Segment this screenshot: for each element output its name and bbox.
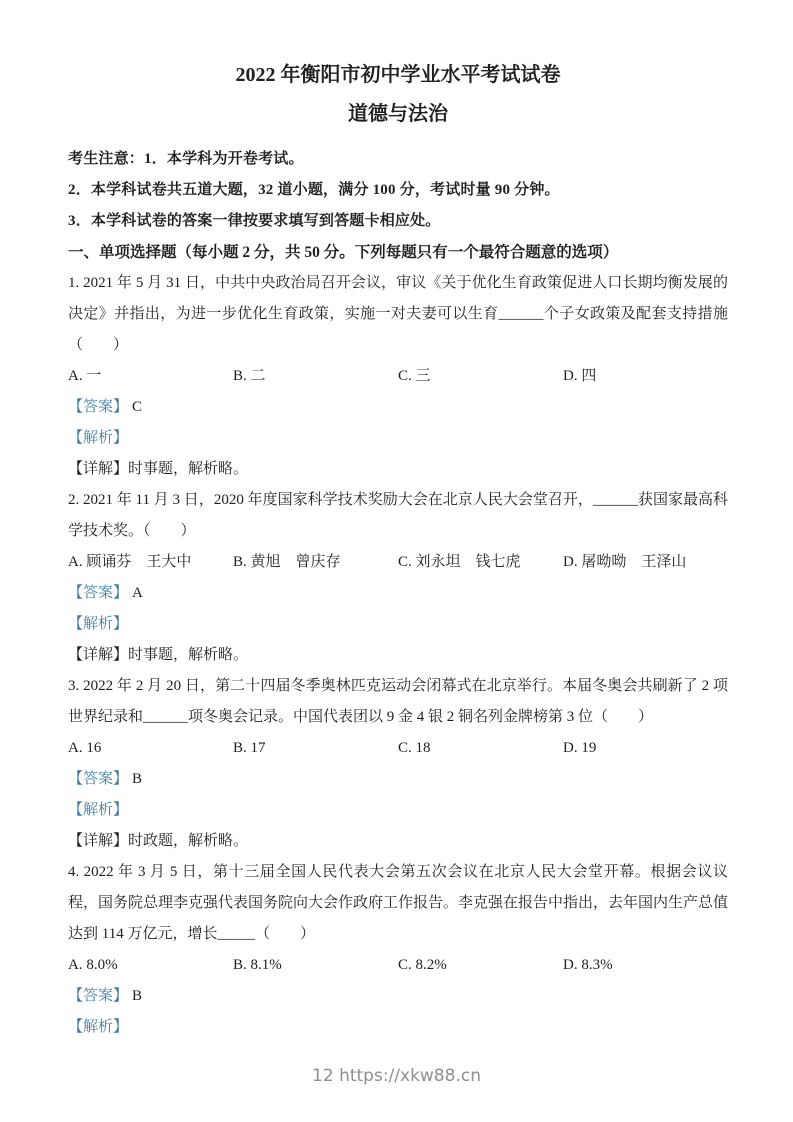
option-b: B. 黄旭 曾庆存 xyxy=(233,554,341,570)
option-a: A. 顾诵芬 王大中 xyxy=(68,554,192,570)
answer-value: A xyxy=(132,585,143,601)
option-d: D. 屠呦呦 王泽山 xyxy=(563,554,687,570)
answer-line xyxy=(68,578,728,609)
answer-label: 【答案】 xyxy=(68,585,129,601)
options-row xyxy=(68,950,728,981)
page-title: 2022 年衡阳市初中学业水平考试试卷 xyxy=(235,64,561,86)
analysis-label: 【解析】 xyxy=(68,430,129,446)
question-text: 1. 2021 年 5 月 31 日，中共中央政治局召开会议，审议《关于优化生育政策促进人口长期均衡发展的决定》并指出，为进一步优化生育政策，实施一对夫妻可以生育______个子女政策及配套支持措施（ ） xyxy=(68,275,728,353)
notice-line-1: 考生注意：1．本学科为开卷考试。 xyxy=(68,151,304,167)
answer-value: C xyxy=(132,399,143,415)
question-text: 4. 2022 年 3 月 5 日，第十三届全国人民代表大会第五次会议在北京人民大会堂开幕。根据会议议程，国务院总理李克强代表国务院向大会作政府工作报告。李克强在报告中指出，去年国内生产总值达到 114 万亿元，增长_____（ ） xyxy=(68,864,729,942)
option-c: C. 刘永坦 钱七虎 xyxy=(398,554,521,570)
analysis-label: 【解析】 xyxy=(68,616,129,632)
section-heading: 一、单项选择题（每小题 2 分，共 50 分。下列每题只有一个最符合题意的选项） xyxy=(68,244,619,261)
answer-line xyxy=(68,392,728,423)
option-c: C. 18 xyxy=(398,740,431,756)
answer-line xyxy=(68,764,728,795)
notice-line-2: 2．本学科试卷共五道大题，32 道小题，满分 100 分，考试时量 90 分钟。 xyxy=(68,182,560,198)
option-b: B. 17 xyxy=(233,740,266,756)
answer-label: 【答案】 xyxy=(68,771,129,787)
option-b: B. 8.1% xyxy=(233,957,282,973)
options-row xyxy=(68,361,728,392)
answer-label: 【答案】 xyxy=(68,988,129,1004)
option-c: C. 三 xyxy=(398,368,431,384)
notice-line-3: 3．本学科试卷的答案一律按要求填写到答题卡相应处。 xyxy=(68,213,441,229)
detail-text: 【详解】时事题，解析略。 xyxy=(68,647,249,663)
options-row xyxy=(68,547,728,578)
question-block-4 xyxy=(68,857,728,1043)
option-d: D. 8.3% xyxy=(563,957,613,973)
answer-label: 【答案】 xyxy=(68,399,129,415)
option-c: C. 8.2% xyxy=(398,957,447,973)
question-block-3 xyxy=(68,671,728,857)
option-a: A. 一 xyxy=(68,368,102,384)
options-row xyxy=(68,733,728,764)
question-text: 3. 2022 年 2 月 20 日，第二十四届冬季奥林匹克运动会闭幕式在北京举行。本届冬奥会共刷新了 2 项世界纪录和______项冬奥会记录。中国代表团以 9 金 4 银 2 铜名列金牌榜第 3 位（ ） xyxy=(68,678,728,725)
option-d: D. 19 xyxy=(563,740,597,756)
answer-line xyxy=(68,981,728,1012)
page-subtitle: 道德与法治 xyxy=(348,103,448,125)
option-a: A. 8.0% xyxy=(68,957,118,973)
footer-watermark: 12 https://xkw88.cn xyxy=(312,1066,481,1086)
analysis-label: 【解析】 xyxy=(68,802,129,818)
question-block-1 xyxy=(68,268,728,485)
option-a: A. 16 xyxy=(68,740,102,756)
option-d: D. 四 xyxy=(563,368,597,384)
question-text: 2. 2021 年 11 月 3 日，2020 年度国家科学技术奖励大会在北京人民大会堂召开，______获国家最高科学技术奖。（ ） xyxy=(68,492,728,539)
answer-value: B xyxy=(132,988,143,1004)
detail-text: 【详解】时政题，解析略。 xyxy=(68,833,249,849)
answer-value: B xyxy=(132,771,143,787)
question-block-2 xyxy=(68,485,728,671)
analysis-label: 【解析】 xyxy=(68,1019,129,1035)
detail-text: 【详解】时事题，解析略。 xyxy=(68,461,249,477)
option-b: B. 二 xyxy=(233,368,266,384)
